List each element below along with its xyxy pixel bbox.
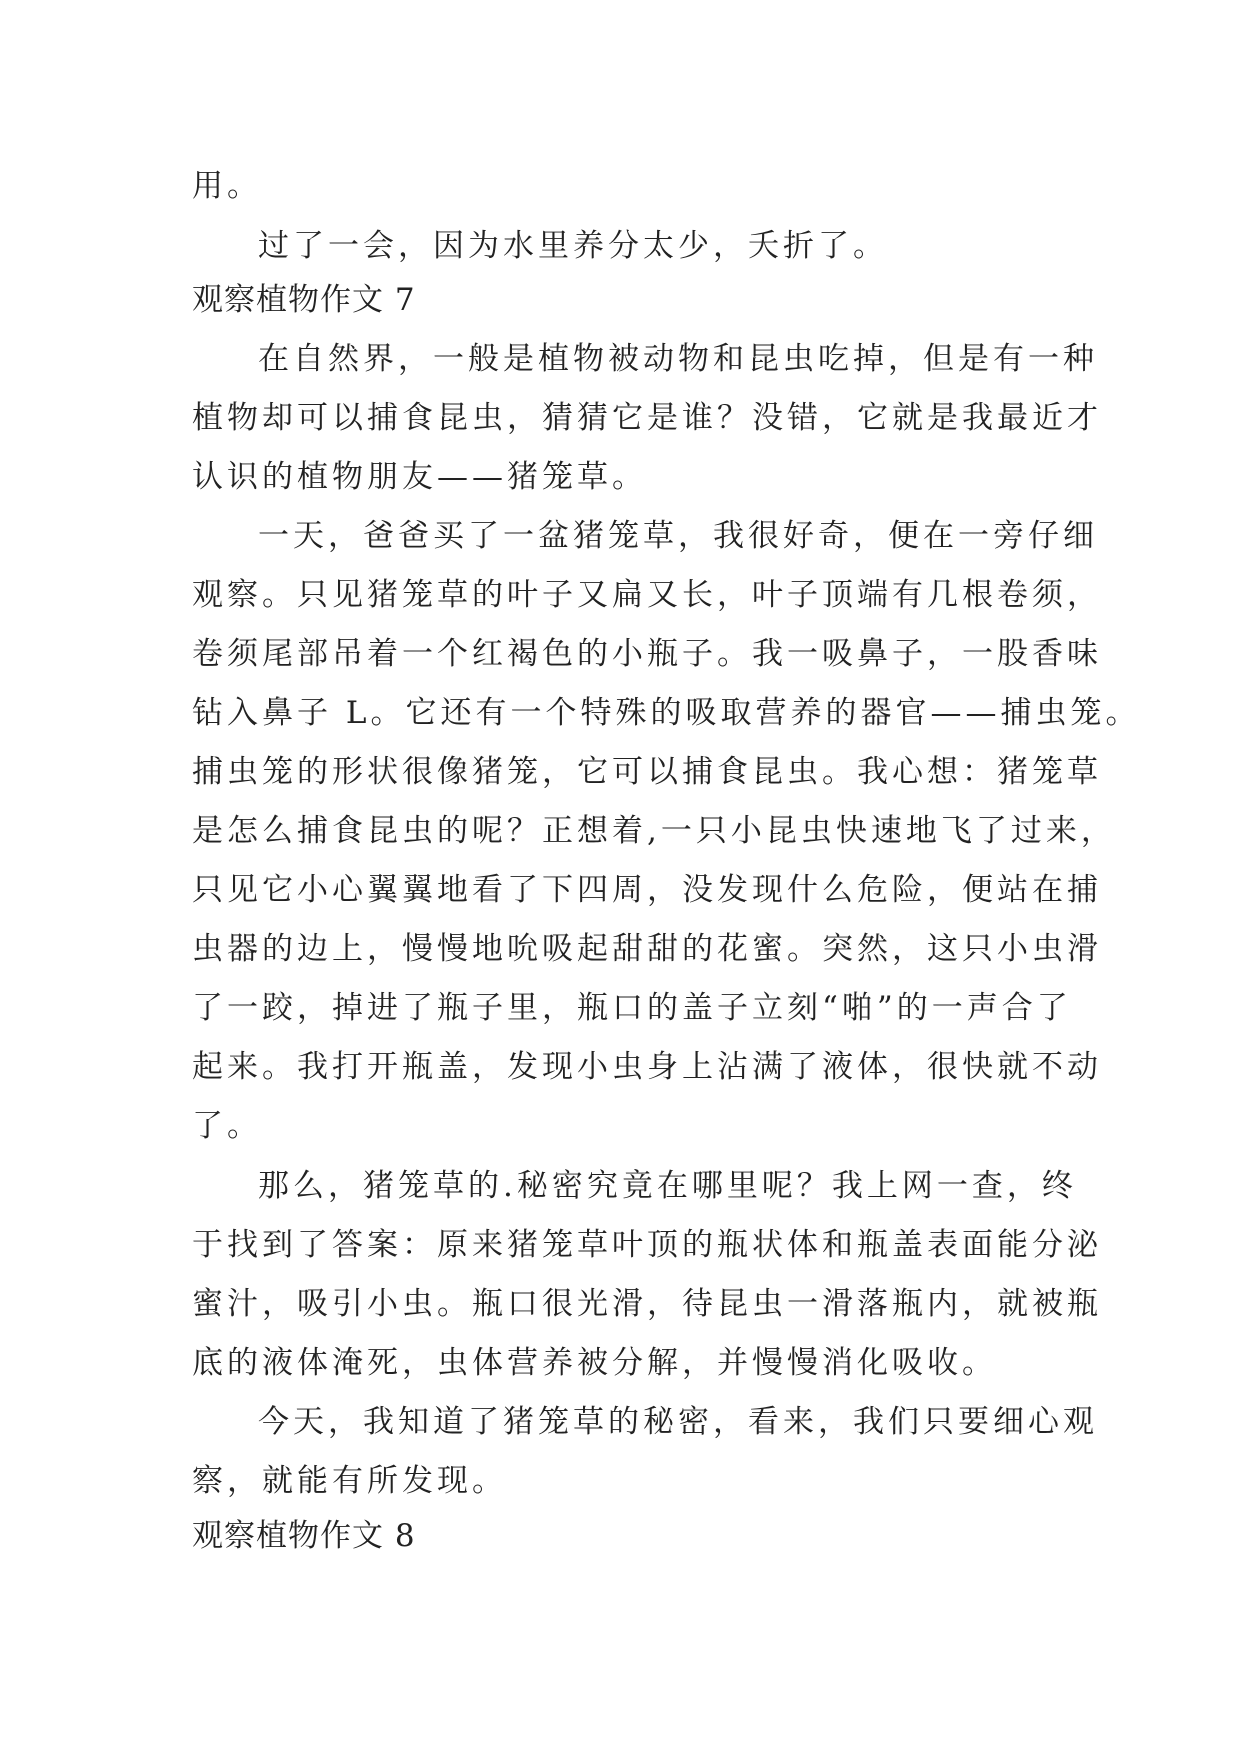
paragraph-line: 那么，猪笼草的.秘密究竟在哪里呢？我上网一查，终 xyxy=(258,1168,1077,1204)
paragraph-line: 过了一会，因为水里养分太少，夭折了。 xyxy=(258,228,888,264)
paragraph-line: 起来。我打开瓶盖，发现小虫身上沾满了液体，很快就不动 xyxy=(192,1049,1102,1085)
paragraph-line: 认识的植物朋友——猪笼草。 xyxy=(192,459,647,495)
paragraph-line: 钻入鼻子 L。它还有一个特殊的吸取营养的器官——捕虫笼。 xyxy=(192,695,1141,731)
section-heading: 观察植物作文 7 xyxy=(192,282,416,318)
paragraph-line: 于找到了答案：原来猪笼草叶顶的瓶状体和瓶盖表面能分泌 xyxy=(192,1227,1102,1263)
paragraph-line: 观察。只见猪笼草的叶子又扁又长，叶子顶端有几根卷须， xyxy=(192,577,1102,613)
paragraph-line: 植物却可以捕食昆虫，猜猜它是谁？没错，它就是我最近才 xyxy=(192,400,1102,436)
paragraph-line: 用。 xyxy=(192,168,262,204)
paragraph-line: 捕虫笼的形状很像猪笼，它可以捕食昆虫。我心想：猪笼草 xyxy=(192,754,1102,790)
paragraph-line: 察，就能有所发现。 xyxy=(192,1463,507,1499)
paragraph-line: 了。 xyxy=(192,1108,262,1144)
paragraph-line: 虫器的边上，慢慢地吮吸起甜甜的花蜜。突然，这只小虫滑 xyxy=(192,931,1102,967)
paragraph-line: 卷须尾部吊着一个红褐色的小瓶子。我一吸鼻子，一股香味 xyxy=(192,636,1102,672)
section-heading: 观察植物作文 8 xyxy=(192,1518,416,1554)
paragraph-line: 今天，我知道了猪笼草的秘密，看来，我们只要细心观 xyxy=(258,1404,1098,1440)
paragraph-line: 了一跤，掉进了瓶子里，瓶口的盖子立刻“啪”的一声合了 xyxy=(192,990,1072,1026)
paragraph-line: 一天，爸爸买了一盆猪笼草，我很好奇，便在一旁仔细 xyxy=(258,518,1098,554)
paragraph-line: 底的液体淹死，虫体营养被分解，并慢慢消化吸收。 xyxy=(192,1345,997,1381)
paragraph-line: 只见它小心翼翼地看了下四周，没发现什么危险，便站在捕 xyxy=(192,872,1102,908)
paragraph-line: 蜜汁，吸引小虫。瓶口很光滑，待昆虫一滑落瓶内，就被瓶 xyxy=(192,1286,1102,1322)
paragraph-line: 在自然界，一般是植物被动物和昆虫吃掉，但是有一种 xyxy=(258,341,1098,377)
paragraph-line: 是怎么捕食昆虫的呢？正想着,一只小昆虫快速地飞了过来， xyxy=(192,813,1116,849)
